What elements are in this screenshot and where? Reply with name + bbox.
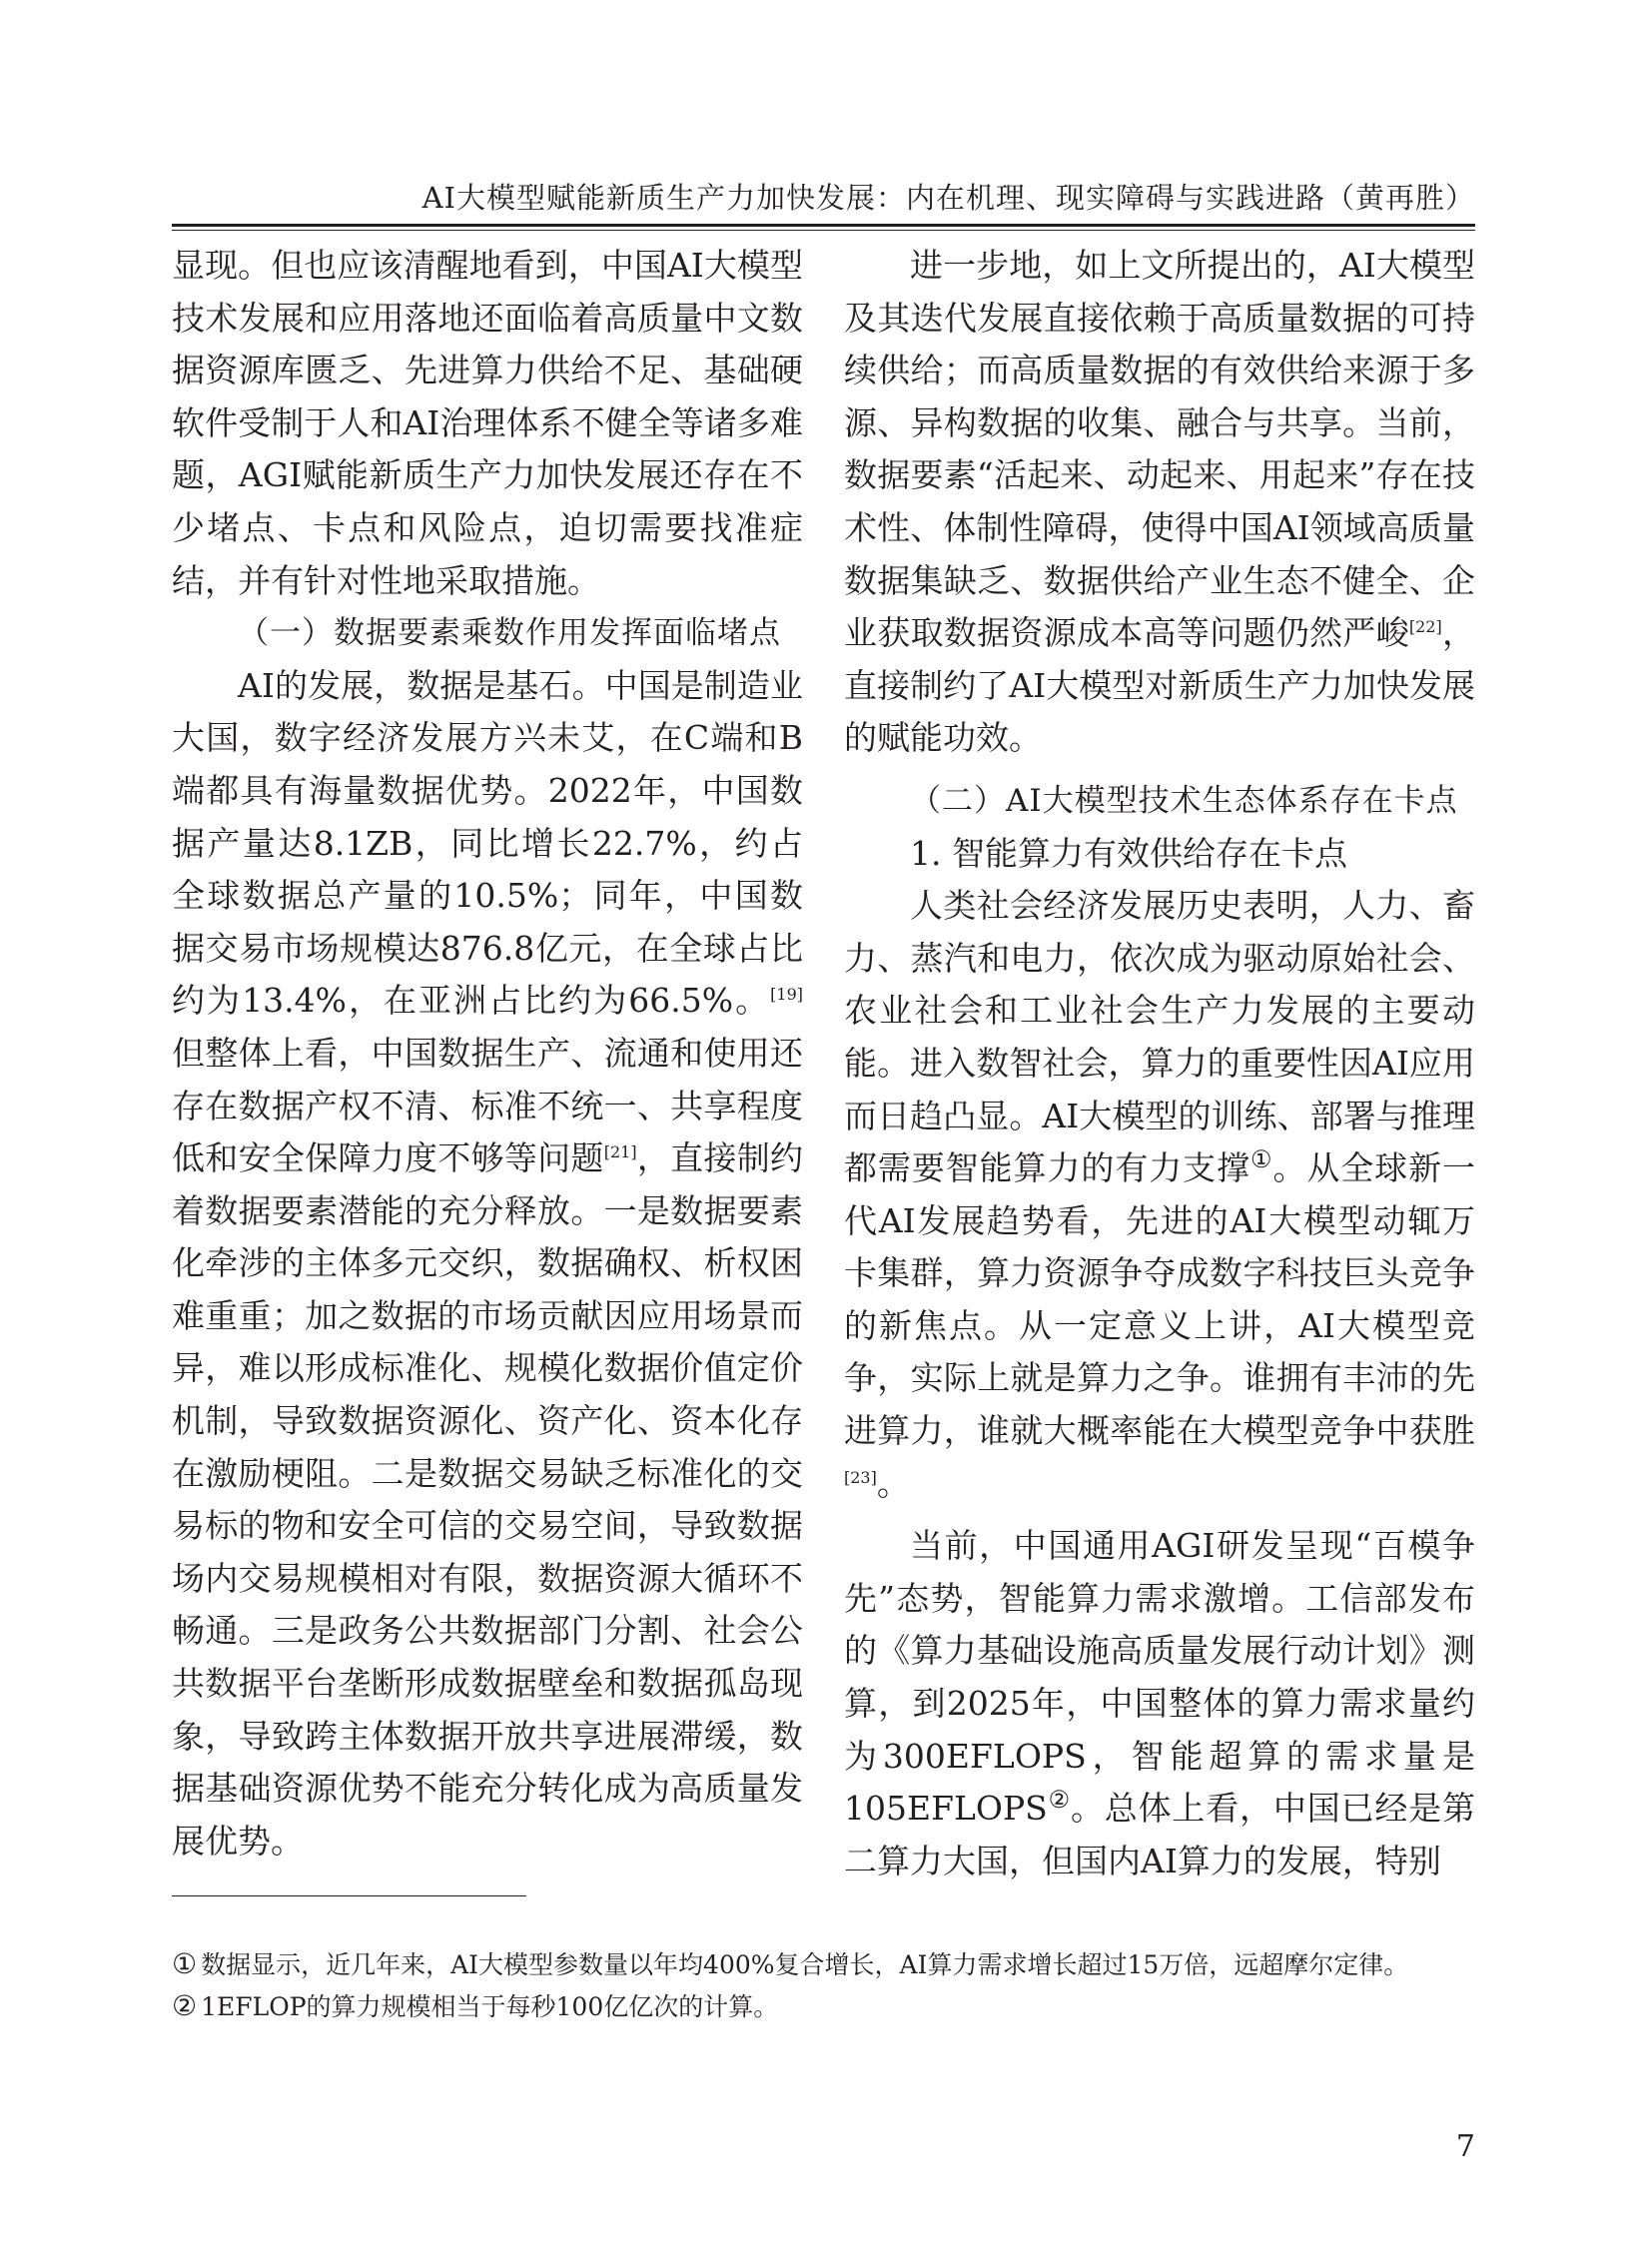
header-rule	[172, 224, 1475, 227]
paragraph-text: 。从全球新一代AI发展趋势看，先进的AI大模型动辄万卡集群，算力资源争夺成数字科技巨头竞争的新焦点。从一定意义上讲，AI大模型竞争，实际上就是算力之争。谁拥有丰沛的先进算力，谁就大概率能在大模型竞争中获胜	[844, 1148, 1476, 1451]
paragraph-text: 。	[876, 1463, 910, 1503]
header-rule-thin	[172, 230, 1475, 231]
paragraph-text: 。总体上看，中国已经是第二算力大国，但国内AI算力的发展，特别	[844, 1789, 1476, 1880]
footnote-1	[172, 1945, 1475, 1983]
paragraph-text: 进一步地，如上文所提出的，AI大模型及其迭代发展直接依赖于高质量数据的可持续供给；而高质量数据的有效供给来源于多源、异构数据的收集、融合与共享。当前，数据要素“活起来、动起来、用起来”存在技术性、体制性障碍，使得中国AI领域高质量数据集缺乏、数据供给产业生态不健全、企业获取数据资源成本高等问题仍然严峻	[844, 246, 1475, 653]
citation-ref-21: [21]	[603, 1142, 637, 1162]
spacer	[844, 765, 1475, 775]
footnote-text: 数据显示，近几年来，AI大模型参数量以年均400%复合增长，AI算力需求增长超过15万倍，远超摩尔定律。	[201, 1950, 1409, 1979]
footnote-mark: ①	[172, 1947, 198, 1980]
section-heading-tech-ecosystem: （二）AI大模型技术生态体系存在卡点	[910, 782, 1458, 819]
right-column	[844, 240, 1475, 1887]
paragraph-data-supply	[844, 240, 1475, 765]
paragraph-text: 人类社会经济发展历史表明，人力、畜力、蒸汽和电力，依次成为驱动原始社会、农业社会和工业社会生产力发展的主要动能。进入数智社会，算力的重要性因AI应用而日趋凸显。AI大模型的训练、部署与推理都需要智能算力的有力支撑	[844, 886, 1475, 1188]
left-column	[172, 240, 803, 1868]
footnote-rule	[172, 1895, 526, 1896]
spacer	[844, 1510, 1475, 1520]
footnote-text: 1EFLOP的算力规模相当于每秒100亿亿次的计算。	[201, 1992, 779, 2021]
footnote-marker-2: ②	[1047, 1786, 1071, 1815]
footnote-marker-1: ①	[1250, 1145, 1273, 1174]
paragraph-continuation: 显现。但也应该清醒地看到，中国AI大模型技术发展和应用落地还面临着高质量中文数据资源库匮乏、先进算力供给不足、基础硬软件受制于人和AI治理体系不健全等诸多难题，AGI赋能新质生产力加快发展还存在不少堵点、卡点和风险点，迫切需要找准症结，并有针对性地采取措施。	[172, 246, 803, 600]
footnotes	[172, 1945, 1475, 2029]
paragraph-computing-history	[844, 880, 1475, 1510]
section-heading-data-elements: （一）数据要素乘数作用发挥面临堵点	[238, 615, 781, 652]
footnote-2	[172, 1987, 1475, 2025]
page-number: 7	[1455, 2129, 1475, 2164]
paragraph-computing-demand	[844, 1520, 1475, 1887]
footnote-mark: ②	[172, 1989, 198, 2022]
paragraph-data-foundation	[172, 660, 803, 1868]
paragraph-text: 当前，中国通用AGI研发呈现“百模争先”态势，智能算力需求激增。工信部发布的《算力基础设施高质量发展行动计划》测算，到2025年，中国整体的算力需求量约为300EFLOPS，智能超算的需求量是105EFLOPS	[844, 1526, 1475, 1829]
running-header: AI大模型赋能新质生产力加快发展：内在机理、现实障碍与实践进路（黄再胜）	[421, 181, 1475, 215]
citation-ref-23: [23]	[844, 1467, 877, 1487]
citation-ref-22: [22]	[1408, 617, 1442, 637]
paragraph-text: ，直接制约了AI大模型对新质生产力加快发展的赋能功效。	[844, 613, 1476, 758]
paragraph-text: 但整体上看，中国数据生产、流通和使用还存在数据产权不清、标准不统一、共享程度低和安全保障力度不够等问题	[172, 1033, 803, 1178]
citation-ref-19: [19]	[770, 985, 803, 1005]
paragraph-text: ，直接制约着数据要素潜能的充分释放。一是数据要素化牵涉的主体多元交织，数据确权、析权困难重重；加之数据的市场贡献因应用场景而异，难以形成标准化、规模化数据价值定价机制，导致数据资源化、资产化、资本化存在激励梗阻。二是数据交易缺乏标准化的交易标的物和安全可信的交易空间，导致数据场内交易规模相对有限，数据资源大循环不畅通。三是政务公共数据部门分割、社会公共数据平台垄断形成数据壁垒和数据孤岛现象，导致跨主体数据开放共享进展滞缓，数据基础资源优势不能充分转化成为高质量发展优势。	[172, 1138, 804, 1861]
subsection-heading-computing-power: 1. 智能算力有效供给存在卡点	[910, 833, 1347, 873]
paragraph-text: AI的发展，数据是基石。中国是制造业大国，数字经济发展方兴未艾，在C端和B端都具有海量数据优势。2022年，中国数据产量达8.1ZB，同比增长22.7%，约占全球数据总产量的10.5%；同年，中国数据交易市场规模达876.8亿元，在全球占比约为13.4%，在亚洲占比约为66.5%。	[172, 665, 803, 1021]
